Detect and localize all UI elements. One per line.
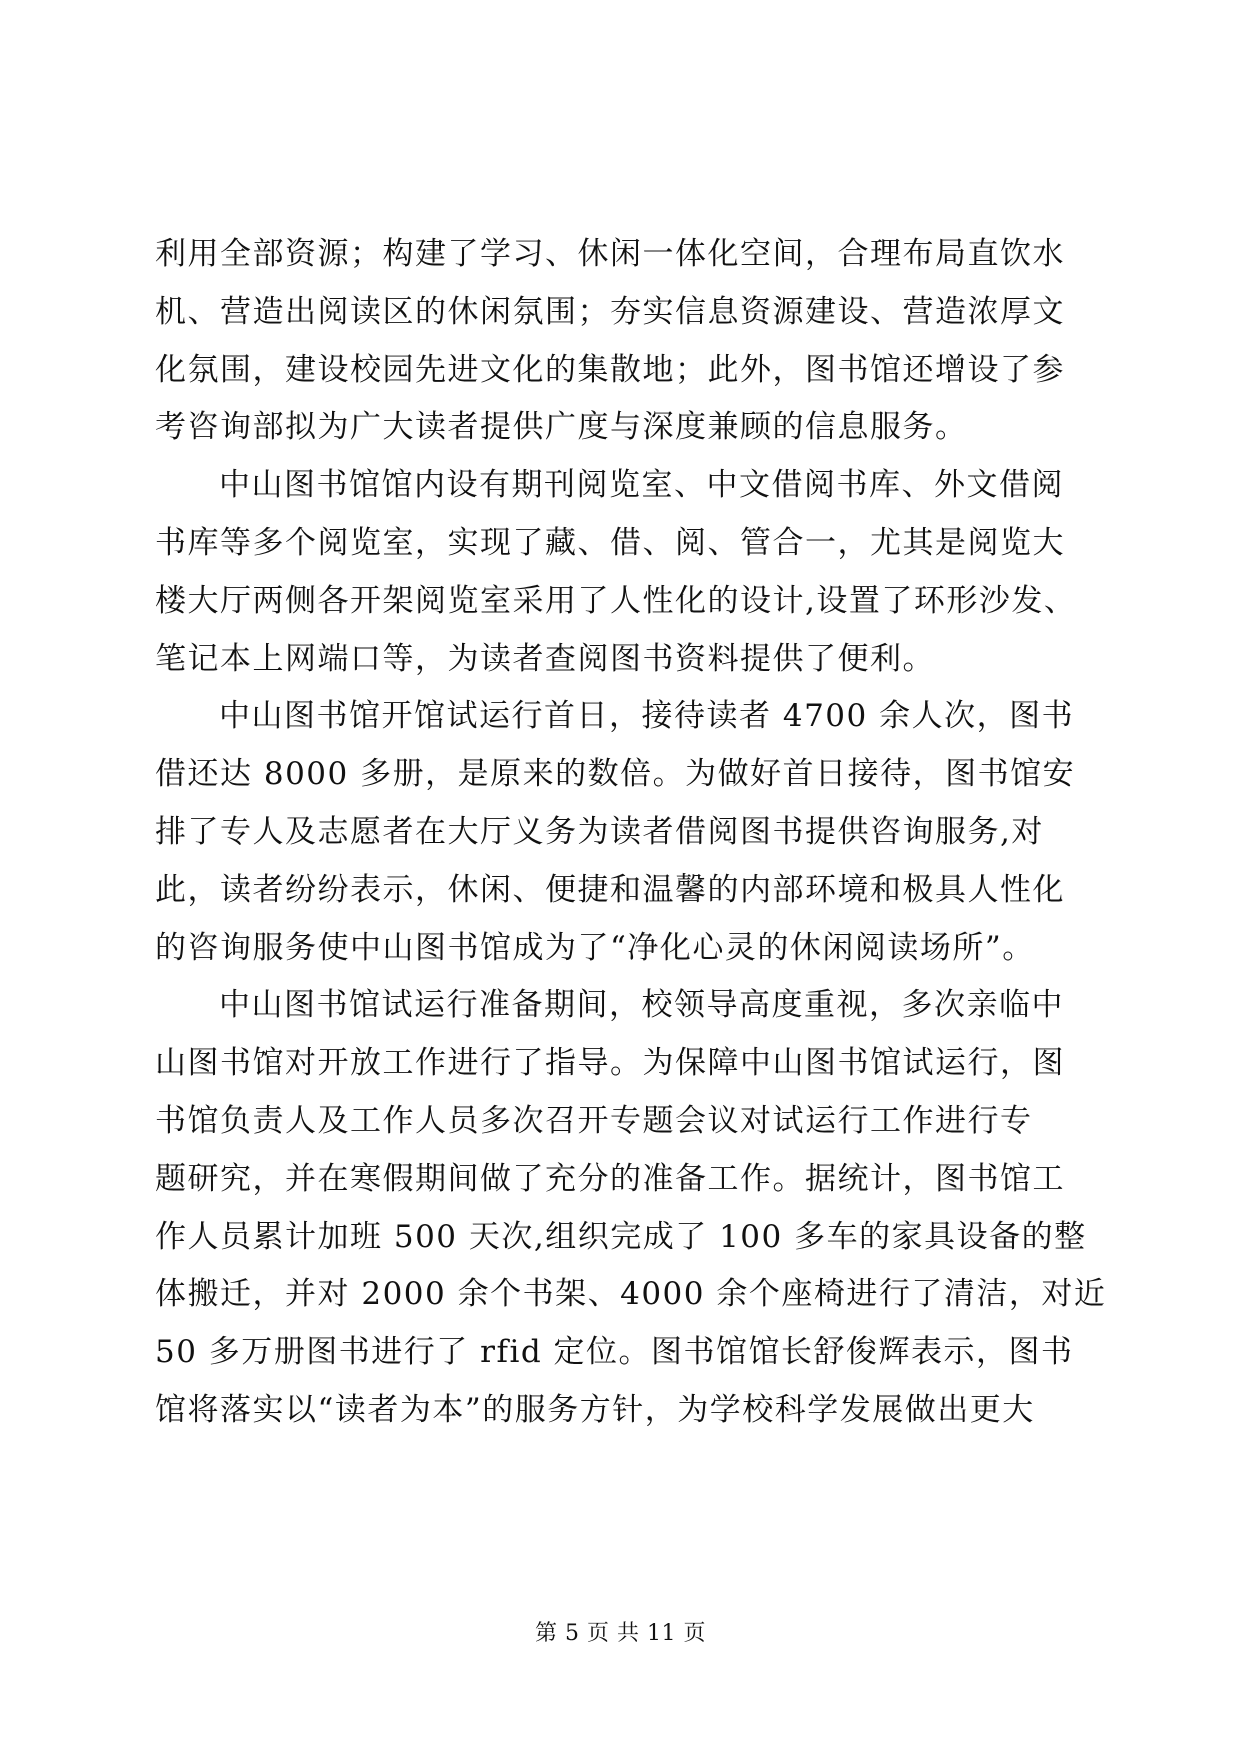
paragraph-2-line-1: 中山图书馆馆内设有期刊阅览室、中文借阅书库、外文借阅	[219, 467, 1064, 504]
paragraph-4-line-4: 题研究，并在寒假期间做了充分的准备工作。据统计，图书馆工	[155, 1160, 1065, 1197]
page-footer	[0, 1616, 1241, 1647]
paragraph-1-line-4: 考咨询部拟为广大读者提供广度与深度兼顾的信息服务。	[155, 409, 968, 446]
paragraph-3-line-5: 的咨询服务使中山图书馆成为了“净化心灵的休闲阅读场所”。	[155, 929, 1035, 966]
paragraph-4-line-8: 馆将落实以“读者为本”的服务方针，为学校科学发展做出更大	[155, 1391, 1035, 1428]
paragraph-3-line-1: 中山图书馆开馆试运行首日，接待读者 4700 余人次，图书	[219, 698, 1075, 735]
paragraph-3-line-4: 此，读者纷纷表示，休闲、便捷和温馨的内部环境和极具人性化	[155, 871, 1065, 908]
paragraph-3-line-3: 排了专人及志愿者在大厅义务为读者借阅图书提供咨询服务,对	[155, 813, 1044, 850]
paragraph-4-line-6: 体搬迁，并对 2000 余个书架、4000 余个座椅进行了清洁，对近	[155, 1276, 1107, 1313]
paragraph-2-line-4: 笔记本上网端口等，为读者查阅图书资料提供了便利。	[155, 640, 935, 677]
paragraph-4-line-3: 书馆负责人及工作人员多次召开专题会议对试运行工作进行专	[155, 1102, 1033, 1139]
page-number-label: 第 5 页 共 11 页	[535, 1621, 706, 1646]
paragraph-3-line-2: 借还达 8000 多册，是原来的数倍。为做好首日接待，图书馆安	[155, 756, 1076, 793]
paragraph-4-line-1: 中山图书馆试运行准备期间，校领导高度重视，多次亲临中	[219, 987, 1064, 1024]
paragraph-1-line-2: 机、营造出阅读区的休闲氛围；夯实信息资源建设、营造浓厚文	[155, 293, 1065, 330]
document-body	[155, 226, 1107, 1440]
paragraph-2-line-2: 书库等多个阅览室，实现了藏、借、阅、管合一，尤其是阅览大	[155, 524, 1065, 561]
paragraph-4-line-7: 50 多万册图书进行了 rfid 定位。图书馆馆长舒俊辉表示，图书	[155, 1334, 1074, 1371]
paragraph-4-line-5: 作人员累计加班 500 天次,组织完成了 100 多车的家具设备的整	[155, 1218, 1087, 1255]
paragraph-1-line-1: 利用全部资源；构建了学习、休闲一体化空间，合理布局直饮水	[155, 236, 1065, 272]
paragraph-1-line-3: 化氛围，建设校园先进文化的集散地；此外，图书馆还增设了参	[155, 351, 1065, 388]
paragraph-4-line-2: 山图书馆对开放工作进行了指导。为保障中山图书馆试运行，图	[155, 1045, 1065, 1082]
paragraph-2-line-3: 楼大厅两侧各开架阅览室采用了人性化的设计,设置了环形沙发、	[155, 582, 1077, 619]
